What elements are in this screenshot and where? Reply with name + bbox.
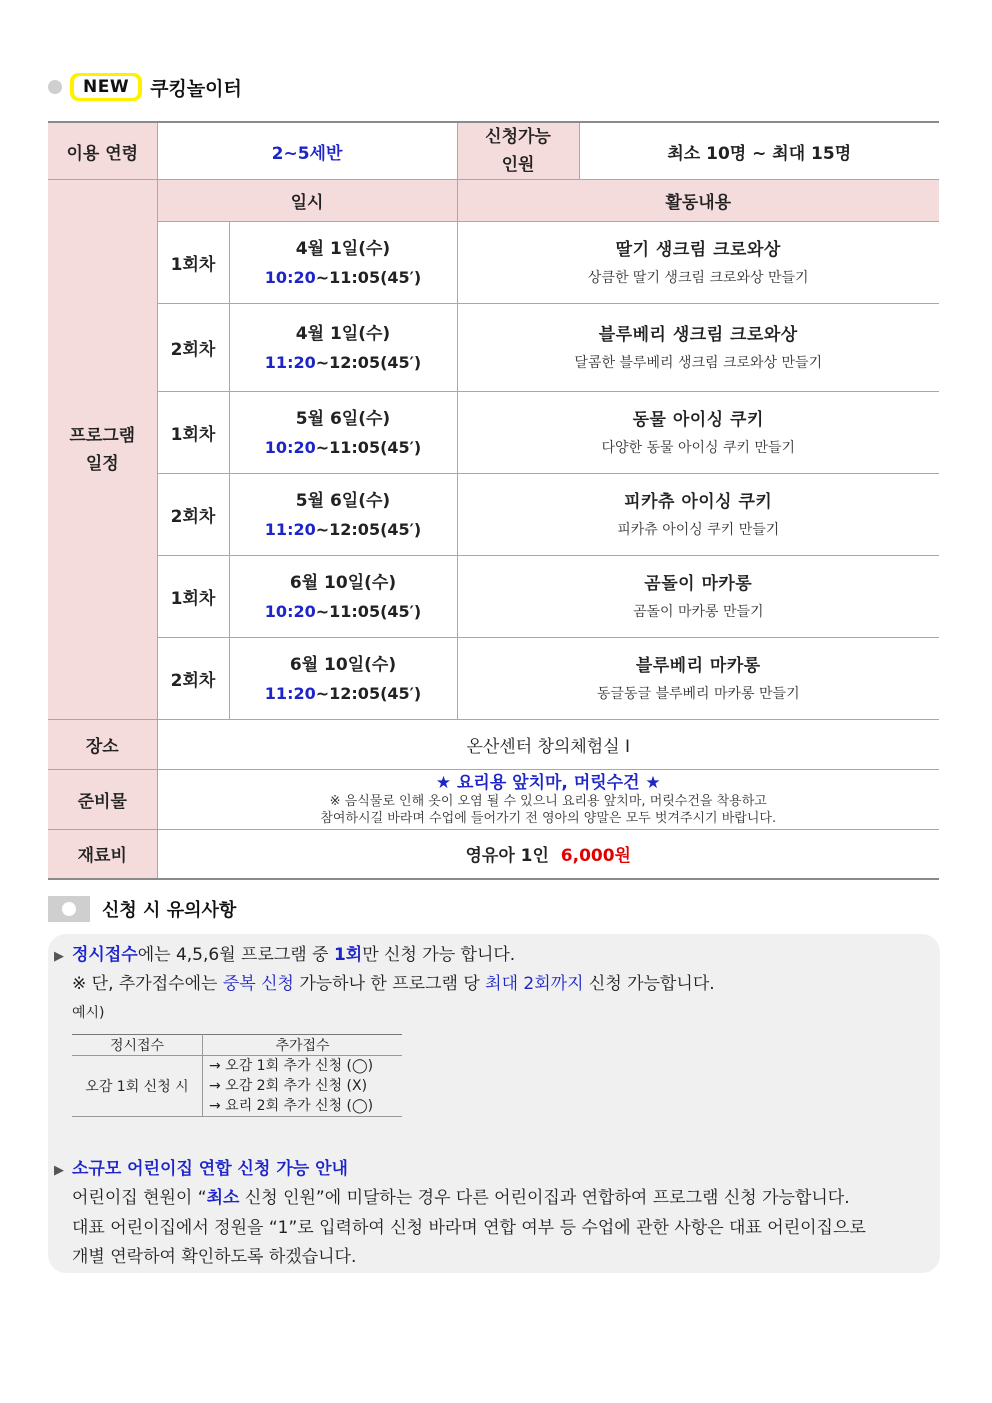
session-datetime: 5월 6일(수) 10:20~11:05(45′) (229, 392, 457, 474)
section-bullet-icon (48, 896, 90, 922)
fee-amount: 6,000원 (560, 846, 631, 867)
capacity-label: 신청가능 인원 (457, 122, 579, 180)
triangle-right-icon: ▶ (54, 949, 64, 964)
place-label: 장소 (48, 720, 157, 770)
schedule-row (48, 222, 939, 304)
union-notice-line-1: 어린이집 현원이 “최소 신청 인원”에 미달하는 경우 다른 어린이집과 연합하여 프로그램 신청 가능합니다. (72, 1188, 850, 1208)
notice-line-1: ▶ 정시접수에는 4,5,6월 프로그램 중 1회만 신청 가능 합니다. (54, 945, 516, 965)
example-items: → 오감 1회 추가 신청 (◯) → 오감 2회 추가 신청 (X) → 요리 2회 추가 신청 (◯) (203, 1056, 403, 1117)
new-badge: NEW (70, 73, 142, 101)
example-label: 예시) (72, 1005, 105, 1021)
session-datetime: 6월 10일(수) 11:20~12:05(45′) (229, 638, 457, 720)
session-datetime: 6월 10일(수) 10:20~11:05(45′) (229, 556, 457, 638)
schedule-row (48, 304, 939, 392)
activity-column-header: 활동내용 (457, 180, 939, 222)
session-activity: 블루베리 생크림 크로와상 달콤한 블루베리 생크림 크로와상 만들기 (457, 304, 939, 392)
session-activity: 피카츄 아이싱 쿠키 피카츄 아이싱 쿠키 만들기 (457, 474, 939, 556)
supplies-value: ★ 요리용 앞치마, 머릿수건 ★ ※ 음식물로 인해 옷이 오염 될 수 있으니 요리용 앞치마, 머릿수건을 착용하고 참여하시길 바라며 수업에 들어가기 전 영아의 양말은 모두 벗겨주시기 바랍니다. (157, 770, 939, 830)
age-value: 2~5세반 (157, 122, 457, 180)
round-label: 2회차 (157, 638, 229, 720)
schedule-label: 프로그램 일정 (48, 180, 157, 720)
union-notice-title: ▶ 소규모 어린이집 연합 신청 가능 안내 (54, 1159, 348, 1179)
example-row-label: 오감 1회 신청 시 (72, 1056, 203, 1117)
notice-heading: 신청 시 유의사항 (48, 896, 236, 922)
date-column-header: 일시 (157, 180, 457, 222)
round-label: 2회차 (157, 474, 229, 556)
schedule-row (48, 638, 939, 720)
schedule-row (48, 392, 939, 474)
session-datetime: 5월 6일(수) 11:20~12:05(45′) (229, 474, 457, 556)
program-name: 쿠킹놀이터 (150, 77, 242, 100)
session-datetime: 4월 1일(수) 11:20~12:05(45′) (229, 304, 457, 392)
program-table (48, 121, 939, 880)
example-col-regular: 정시접수 (72, 1035, 203, 1056)
capacity-value: 최소 10명 ~ 최대 15명 (579, 122, 939, 180)
place-value: 온산센터 창의체험실 I (157, 720, 939, 770)
session-activity: 곰돌이 마카롱 곰돌이 마카롱 만들기 (457, 556, 939, 638)
triangle-right-icon: ▶ (54, 1163, 64, 1178)
schedule-row (48, 556, 939, 638)
session-activity: 블루베리 마카롱 동글동글 블루베리 마카롱 만들기 (457, 638, 939, 720)
session-activity: 동물 아이싱 쿠키 다양한 동물 아이싱 쿠키 만들기 (457, 392, 939, 474)
example-col-additional: 추가접수 (203, 1035, 403, 1056)
bullet-dot-icon (48, 80, 62, 94)
union-notice-line-2: 대표 어린이집에서 정원을 “1”로 입력하여 신청 바라며 연합 여부 등 수업에 관한 사항은 대표 어린이집으로 (72, 1218, 866, 1238)
round-label: 1회차 (157, 392, 229, 474)
round-label: 1회차 (157, 222, 229, 304)
round-label: 2회차 (157, 304, 229, 392)
program-title (48, 66, 242, 108)
union-notice-line-3: 개별 연락하여 확인하도록 하겠습니다. (72, 1247, 357, 1267)
session-datetime: 4월 1일(수) 10:20~11:05(45′) (229, 222, 457, 304)
schedule-row (48, 474, 939, 556)
notice-line-2: ※ 단, 추가접수에는 중복 신청 가능하나 한 프로그램 당 최대 2회까지 신청 가능합니다. (72, 974, 715, 994)
session-activity: 딸기 생크림 크로와상 상큼한 딸기 생크림 크로와상 만들기 (457, 222, 939, 304)
example-table (72, 1034, 402, 1117)
age-label: 이용 연령 (48, 122, 157, 180)
fee-label: 재료비 (48, 830, 157, 879)
round-label: 1회차 (157, 556, 229, 638)
supplies-label: 준비물 (48, 770, 157, 830)
fee-value: 영유아 1인 6,000원 (157, 830, 939, 879)
